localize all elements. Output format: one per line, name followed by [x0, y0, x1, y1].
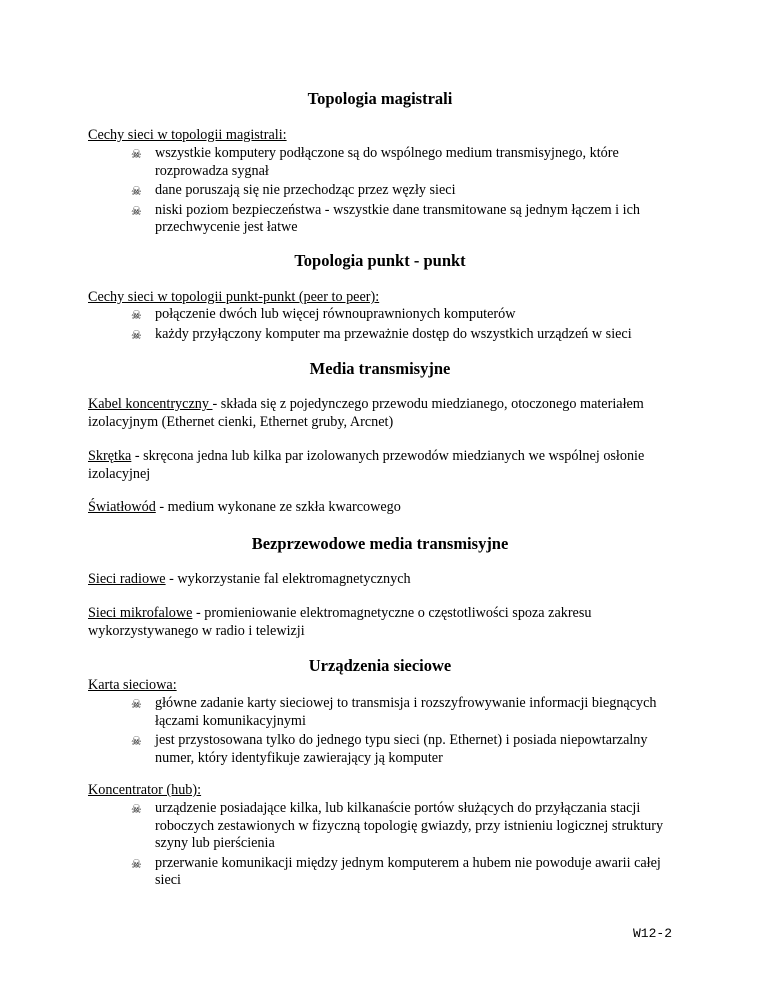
- list-item: ☠ połączenie dwóch lub więcej równouprawnionych komputerów: [131, 306, 516, 322]
- nic-bullet-list: [131, 695, 676, 769]
- coax-term: Kabel koncentryczny: [88, 396, 213, 412]
- skull-bullet-icon: ☠: [131, 147, 142, 161]
- heading-wireless: Bezprzewodowe media transmisyjne: [251, 534, 509, 553]
- skull-bullet-icon: ☠: [131, 734, 142, 748]
- skull-bullet-icon: ☠: [131, 802, 142, 816]
- fiber-term: Światłowód: [88, 499, 156, 515]
- heading-bus-topology: Topologia magistrali: [307, 89, 453, 108]
- fiber-desc: - medium wykonane ze szkła kwarcowego: [155, 499, 401, 515]
- skull-bullet-icon: ☠: [131, 184, 142, 198]
- list-item: ☠ niski poziom bezpieczeństwa - wszystkie dane transmitowane są jednym łączem i ich przechwycenie jest łatwe: [131, 201, 640, 235]
- hub-lead: Koncentrator (hub):: [88, 782, 202, 798]
- list-item: ☠ główne zadanie karty sieciowej to transmisja i rozszyfrowywanie informacji biegnących łączami komunikacyjnymi: [131, 695, 657, 729]
- list-item: ☠ przerwanie komunikacji między jednym komputerem a hubem nie powoduje awarii całej sieci: [131, 854, 661, 888]
- radio-term: Sieci radiowe: [88, 571, 166, 587]
- twisted-paragraph: [88, 448, 678, 483]
- radio-paragraph: [88, 571, 678, 589]
- coax-paragraph: [88, 396, 678, 431]
- heading-p2p-topology: Topologia punkt - punkt: [294, 251, 466, 270]
- micro-term: Sieci mikrofalowe: [88, 605, 193, 621]
- skull-bullet-icon: ☠: [131, 856, 142, 871]
- coax-desc: - składa się z pojedynczego przewodu miedzianego, otoczonego materiałem izolacyjnym (Ethernet cienki, Ethernet gruby, Arcnet): [88, 396, 644, 430]
- twisted-desc: - skręcona jedna lub kilka par izolowanych przewodów miedzianych we wspólnej osłonie izolacyjnej: [88, 448, 645, 482]
- bus-lead: Cechy sieci w topologii magistrali:: [88, 127, 287, 143]
- p2p-bullet-list: [131, 306, 676, 345]
- skull-bullet-icon: ☠: [131, 308, 142, 322]
- list-item: ☠ każdy przyłączony komputer ma przeważnie dostęp do wszystkich urządzeń w sieci: [131, 325, 632, 342]
- heading-media: Media transmisyjne: [309, 359, 451, 378]
- nic-lead: Karta sieciowa:: [88, 677, 177, 693]
- skull-bullet-icon: ☠: [131, 203, 142, 218]
- skull-bullet-icon: ☠: [131, 327, 142, 342]
- skull-bullet-icon: ☠: [131, 697, 142, 711]
- list-item: ☠ jest przystosowana tylko do jednego typu sieci (np. Ethernet) i posiada niepowtarzalny numer, który identyfikuje zawierający ją komputer: [131, 732, 648, 766]
- twisted-term: Skrętka: [88, 448, 132, 464]
- radio-desc: - wykorzystanie fal elektromagnetycznych: [165, 571, 411, 587]
- list-item: ☠ urządzenie posiadające kilka, lub kilkanaście portów służących do przyłączania stacji roboczych zestawionych w fizyczną topologię gwiazdy, przy istnieniu logicznej struktury szyny lub pierścienia: [131, 800, 664, 851]
- bus-bullet-list: [131, 145, 676, 239]
- hub-bullet-list: [131, 800, 676, 892]
- page-number: W12-2: [632, 926, 672, 941]
- list-item: ☠ dane poruszają się nie przechodząc przez węzły sieci: [131, 182, 456, 198]
- p2p-lead: Cechy sieci w topologii punkt-punkt (peer to peer):: [88, 289, 380, 305]
- micro-desc: - promieniowanie elektromagnetyczne o częstotliwości spoza zakresu wykorzystywanego w radio i telewizji: [88, 605, 592, 639]
- list-item: ☠ wszystkie komputery podłączone są do wspólnego medium transmisyjnego, które rozprowadza sygnał: [131, 145, 619, 179]
- fiber-paragraph: [88, 499, 678, 517]
- heading-devices: Urządzenia sieciowe: [308, 656, 452, 675]
- micro-paragraph: [88, 605, 678, 640]
